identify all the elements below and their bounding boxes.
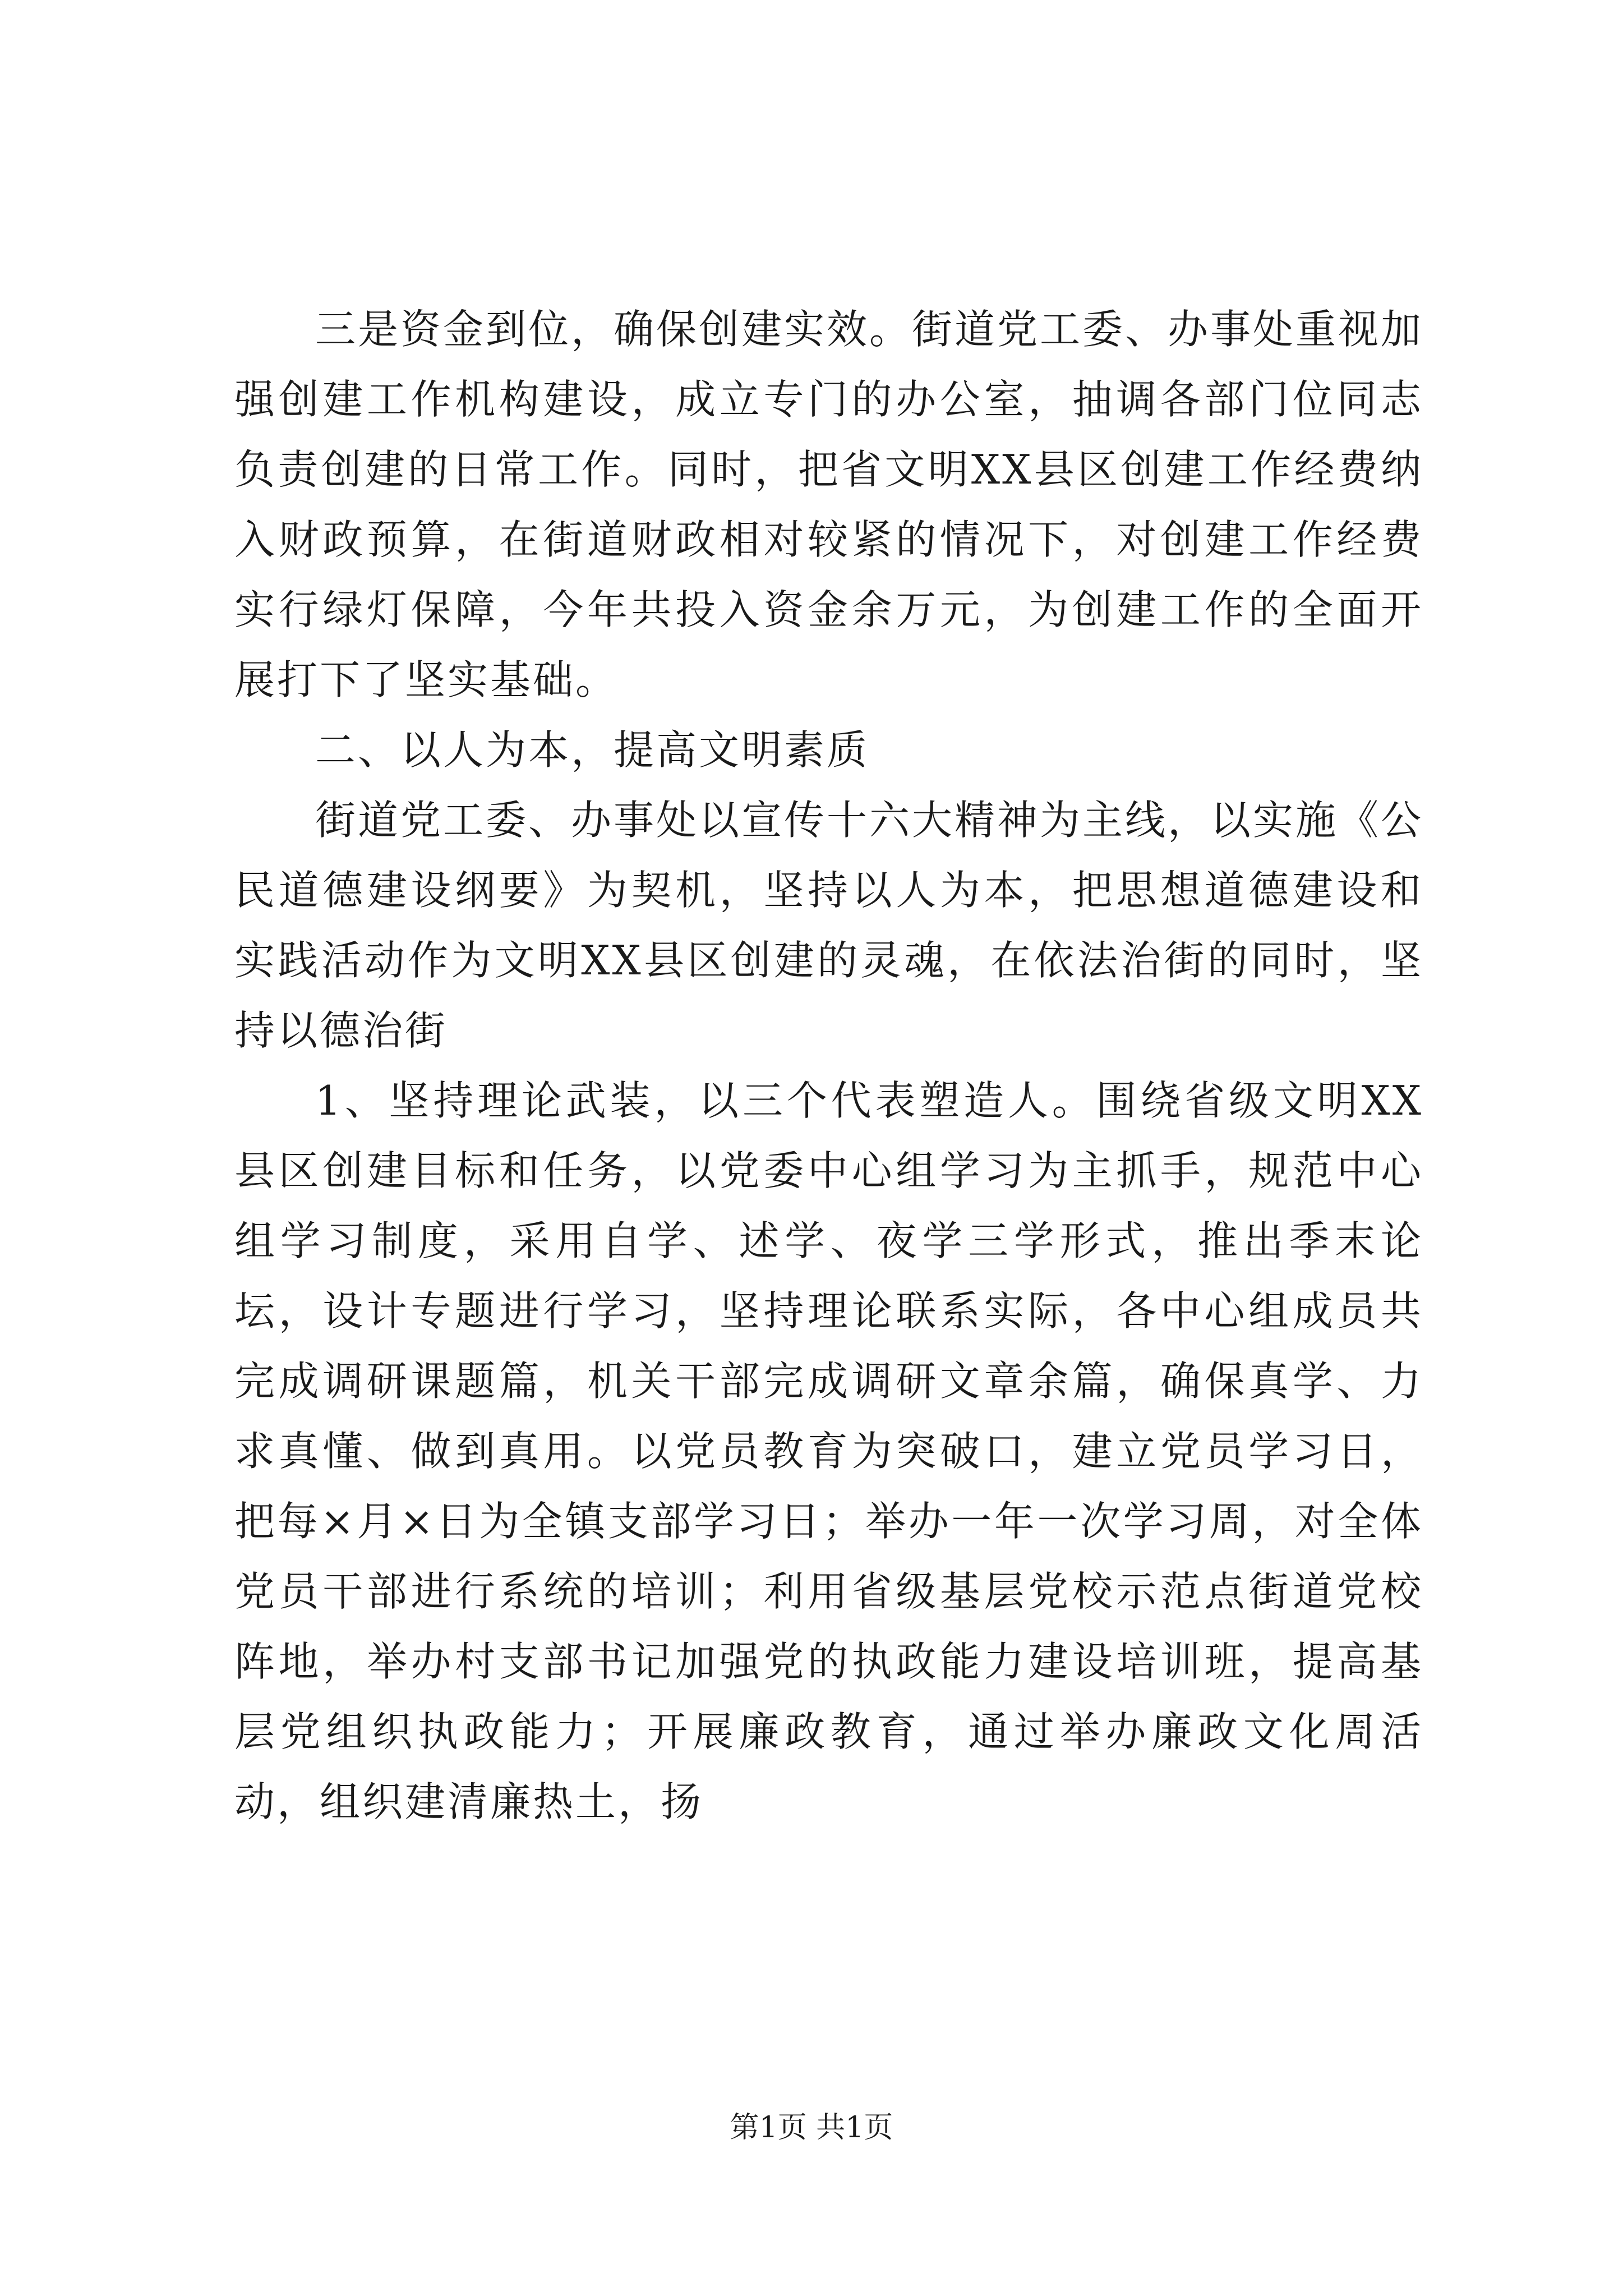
paragraph-moral-construction: 街道党工委、办事处以宣传十六大精神为主线，以实施《公民道德建设纲要》为契机，坚持以人为本，把思想道德建设和实践活动作为文明XX县区创建的灵魂，在依法治街的同时，坚持以德治街 (234, 797, 1424, 1054)
section-heading: 二、以人为本，提高文明素质 (315, 726, 870, 774)
document-body (234, 295, 1423, 1837)
paragraph-funding: 三是资金到位，确保创建实效。街道党工委、办事处重视加强创建工作机构建设，成立专门的办公室，抽调各部门位同志负责创建的日常工作。同时，把省文明XX县区创建工作经费纳入财政预算，在街道财政相对较紧的情况下，对创建工作经费实行绿灯保障，今年共投入资金余万元，为创建工作的全面开展打下了坚实基础。 (234, 306, 1424, 703)
paragraph-theory-study: 1、坚持理论武装，以三个代表塑造人。围绕省级文明XX县区创建目标和任务，以党委中心组学习为主抓手，规范中心组学习制度，采用自学、述学、夜学三学形式，推出季末论坛，设计专题进行学习，坚持理论联系实际，各中心组成员共完成调研课题篇，机关干部完成调研文章余篇，确保真学、力求真懂、做到真用。以党员教育为突破口，建立党员学习日，把每×月×日为全镇支部学习日；举办一年一次学习周，对全体党员干部进行系统的培训；利用省级基层党校示范点街道党校阵地，举办村支部书记加强党的执政能力建设培训班，提高基层党组织执政能力；开展廉政教育，通过举办廉政文化周活动，组织建清廉热土，扬 (234, 1077, 1423, 1825)
page-footer: 第1页 共1页 (730, 2111, 893, 2145)
